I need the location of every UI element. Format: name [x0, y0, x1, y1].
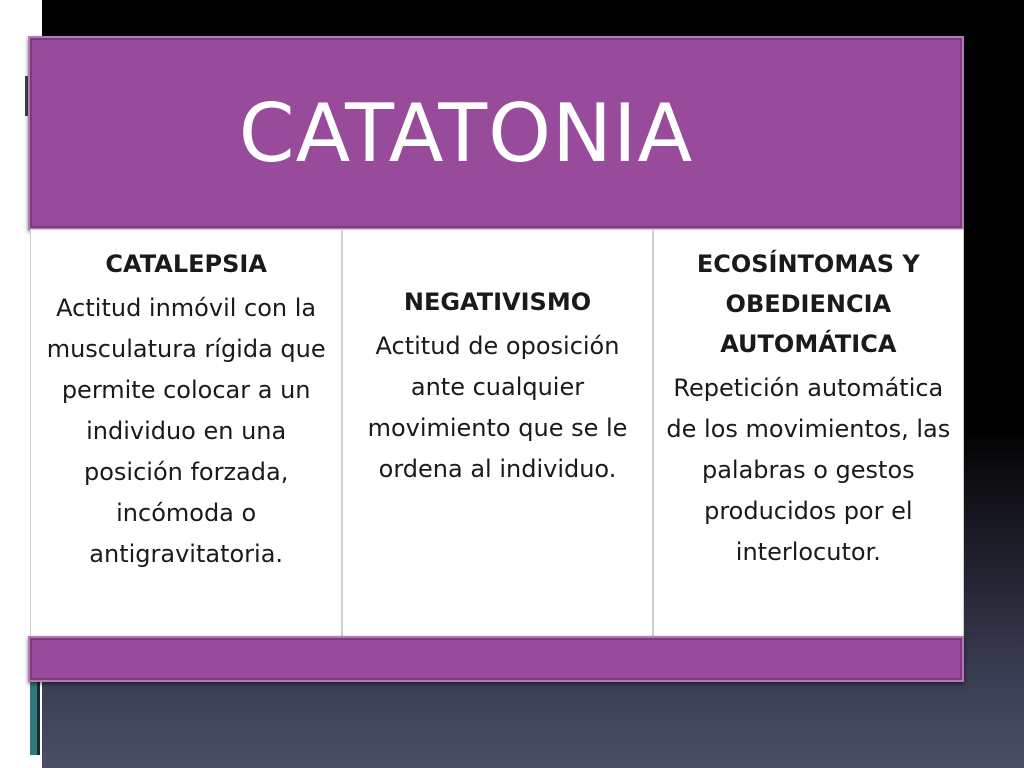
column-body: Actitud inmóvil con la musculatura rígida que permite colocar a un individuo en una posición forzada, incómoda o antigravitatoria. [46, 294, 326, 568]
left-accent-shadow [37, 680, 40, 755]
slide-title: CATATONIA [238, 86, 694, 180]
column-heading: ECOSÍNTOMAS Y OBEDIENCIA AUTOMÁTICA [696, 250, 920, 358]
content-table [30, 229, 964, 637]
column-catalepsia [31, 230, 341, 636]
column-heading: CATALEPSIA [105, 250, 267, 278]
bottom-bar [28, 636, 964, 682]
title-bar [28, 36, 964, 230]
column-body: Repetición automática de los movimientos, las palabras o gestos producidos por el interlocutor. [666, 374, 951, 566]
column-heading: NEGATIVISMO [403, 288, 592, 316]
column-body: Actitud de oposición ante cualquier movimiento que se le ordena al individuo. [367, 332, 628, 483]
left-accent-bar [30, 680, 37, 755]
column-negativismo [341, 230, 651, 636]
column-ecosintomas [652, 230, 963, 636]
